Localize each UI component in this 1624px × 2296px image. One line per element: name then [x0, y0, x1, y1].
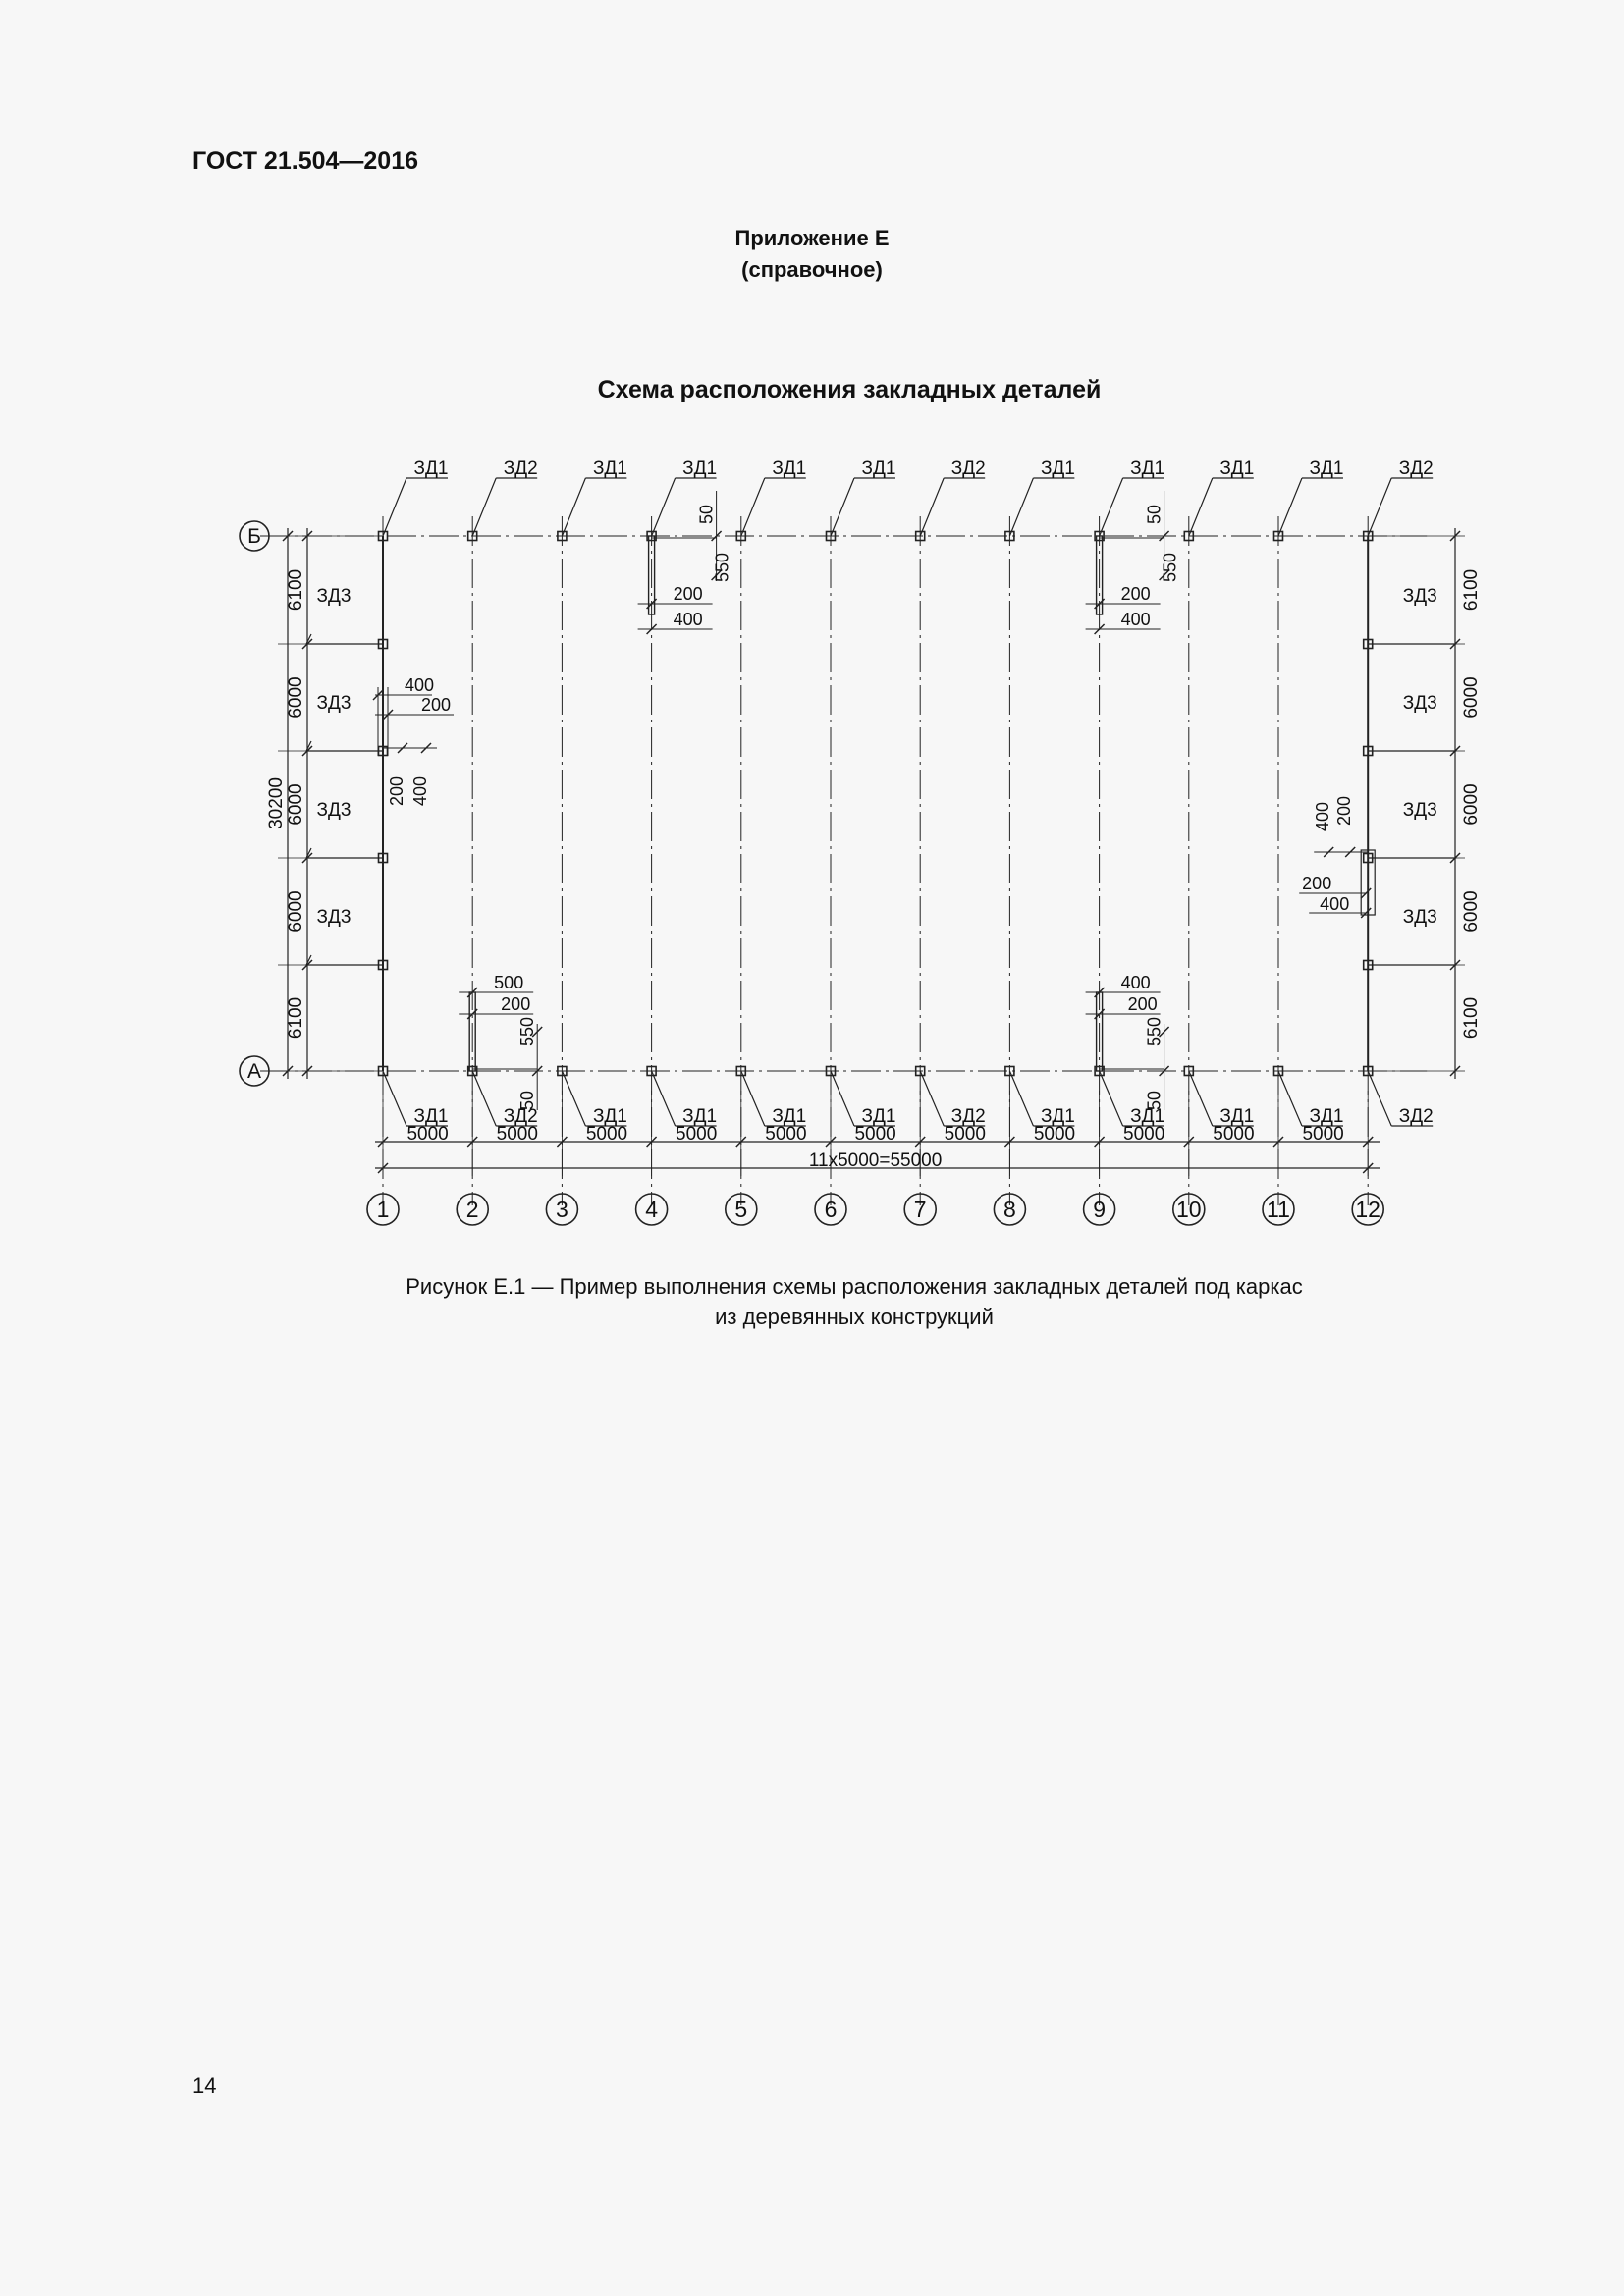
detail-dim-label: 400: [673, 610, 703, 629]
bay-dimension-label: 5000: [854, 1124, 896, 1145]
leader-line: [741, 1071, 765, 1126]
detail-dim-label: 550: [712, 552, 732, 583]
figure-caption-line-1: Рисунок Е.1 — Пример выполнения схемы расположения закладных деталей под каркас: [406, 1274, 1303, 1299]
detail-dim-label: 400: [1313, 801, 1333, 832]
row-dimension-label-left: 6000: [286, 676, 306, 719]
leader-line: [831, 1071, 854, 1126]
leader-line: [1189, 1071, 1213, 1126]
column-axis-label: 1: [376, 1197, 390, 1222]
detail-dim-label: 400: [1120, 973, 1151, 992]
leader-line: [1278, 478, 1302, 536]
row-dimension-label-left: 6000: [286, 783, 306, 826]
detail-dim-label: 550: [1160, 552, 1180, 583]
page-number: 14: [192, 2073, 217, 2098]
bay-dimension-label: 5000: [496, 1124, 538, 1145]
appendix-subtitle: (справочное): [741, 257, 883, 282]
column-axis-label: 8: [1003, 1197, 1016, 1222]
row-dimension-label-right: 6000: [1461, 890, 1482, 933]
figure-caption-line-2: из деревянных конструкций: [715, 1305, 994, 1329]
leader-line: [1189, 478, 1213, 536]
column-axis-label: 3: [556, 1197, 568, 1222]
leader-line: [562, 478, 585, 536]
leader-line: [1368, 1071, 1391, 1126]
side-embedded-part-label: ЗД3: [316, 800, 352, 821]
embedded-part-label-bottom: ЗД1: [772, 1106, 807, 1127]
column-axis-label: 11: [1267, 1197, 1290, 1222]
bay-dimension-label: 5000: [1033, 1124, 1076, 1145]
detail-dim-label: 500: [494, 973, 524, 992]
leader-line: [1100, 1071, 1123, 1126]
embedded-part-label-bottom: ЗД2: [950, 1106, 986, 1127]
side-embedded-part-label: ЗД3: [1402, 907, 1437, 928]
detail-dim-label: 400: [1120, 610, 1151, 629]
document-code: ГОСТ 21.504—2016: [192, 147, 419, 175]
embedded-part-label-top: ЗД2: [1398, 458, 1434, 479]
row-dimension-label-right: 6000: [1461, 783, 1482, 826]
embedded-part-label-top: ЗД1: [413, 458, 449, 479]
side-embedded-part-label: ЗД3: [1402, 800, 1437, 821]
detail-dim-label: 200: [387, 775, 406, 807]
detail-dim-label: 50: [1144, 1090, 1164, 1111]
column-axis-label: 7: [913, 1197, 927, 1222]
detail-dim-label: 200: [1127, 994, 1158, 1014]
leader-line: [383, 478, 406, 536]
detail-dim-label: 200: [1302, 874, 1332, 893]
detail-dim-label: 200: [673, 584, 703, 604]
leader-line: [652, 478, 676, 536]
leader-line: [920, 1071, 944, 1126]
leader-line: [1368, 478, 1391, 536]
embedded-part-label-bottom: ЗД1: [1130, 1106, 1165, 1127]
bay-dimension-label: 5000: [676, 1124, 718, 1145]
leader-line: [920, 478, 944, 536]
row-dimension-label-left: 6000: [286, 890, 306, 933]
row-axis-label: Б: [247, 525, 261, 548]
leader-line: [562, 1071, 585, 1126]
bay-dimension-label: 5000: [1123, 1124, 1165, 1145]
side-embedded-part-label: ЗД3: [316, 586, 352, 607]
leader-line: [652, 1071, 676, 1126]
row-dimension-label-right: 6100: [1461, 568, 1482, 612]
bay-dimension-label: 5000: [1302, 1124, 1344, 1145]
column-axis-label: 4: [645, 1197, 658, 1222]
detail-dim-label: 200: [1334, 795, 1355, 827]
embedded-part-label-bottom: ЗД1: [1040, 1106, 1075, 1127]
embedded-part-label-bottom: ЗД1: [592, 1106, 627, 1127]
embedded-part-label-top: ЗД1: [592, 458, 627, 479]
bay-dimension-label: 5000: [585, 1124, 628, 1145]
detail-dim-label: 200: [420, 695, 452, 715]
embedded-part-label-bottom: ЗД1: [1219, 1106, 1255, 1127]
leader-line: [472, 1071, 496, 1126]
embedded-part-label-bottom: ЗД1: [413, 1106, 449, 1127]
embedded-part-label-top: ЗД1: [1219, 458, 1255, 479]
row-dimension-label-left: 6100: [286, 568, 306, 612]
column-axis-label: 9: [1093, 1197, 1106, 1222]
leader-line: [831, 478, 854, 536]
row-dimension-label-left: 6100: [286, 996, 306, 1040]
appendix-title: Приложение Е: [734, 226, 890, 250]
embedded-part-label-bottom: ЗД2: [503, 1106, 538, 1127]
bay-dimension-label: 5000: [944, 1124, 986, 1145]
column-axis-label: 6: [824, 1197, 838, 1222]
leader-line: [1278, 1071, 1302, 1126]
detail-dim-label: 50: [517, 1090, 538, 1111]
total-height-label: 30200: [266, 777, 287, 829]
column-axis-label: 2: [465, 1197, 479, 1222]
embedded-part-label-top: ЗД1: [1040, 458, 1075, 479]
leader-line: [383, 1071, 406, 1126]
leader-line: [1009, 478, 1033, 536]
bay-dimension-label: 5000: [765, 1124, 807, 1145]
detail-dim-label: 200: [501, 994, 531, 1014]
leader-line: [472, 478, 496, 536]
embedded-part-label-top: ЗД1: [772, 458, 807, 479]
column-axis-label: 5: [734, 1197, 748, 1222]
embedded-part-label-top: ЗД1: [1309, 458, 1344, 479]
column-axis-label: 10: [1176, 1197, 1202, 1222]
embedded-part-label-bottom: ЗД1: [682, 1106, 718, 1127]
detail-dim-label: 400: [404, 675, 435, 695]
detail-dim-label: 200: [1120, 584, 1151, 604]
embedded-part-label-bottom: ЗД1: [861, 1106, 896, 1127]
detail-dim-label: 400: [1320, 894, 1350, 914]
leader-line: [1009, 1071, 1033, 1126]
side-embedded-part-label: ЗД3: [1402, 586, 1437, 607]
row-axis-label: А: [246, 1060, 262, 1083]
detail-dim-label: 50: [1144, 504, 1164, 525]
embedded-part-label-bottom: ЗД1: [1309, 1106, 1344, 1127]
embedded-part-label-top: ЗД1: [1130, 458, 1165, 479]
leader-line: [1100, 478, 1123, 536]
scheme-title: Схема расположения закладных деталей: [597, 376, 1102, 403]
embedded-part-label-top: ЗД2: [503, 458, 538, 479]
embedded-part-label-top: ЗД1: [861, 458, 896, 479]
column-axis-label: 12: [1355, 1197, 1380, 1222]
bay-dimension-label: 5000: [1213, 1124, 1255, 1145]
total-length-label: 11x5000=55000: [808, 1150, 943, 1171]
side-embedded-part-label: ЗД3: [316, 907, 352, 928]
row-dimension-label-right: 6000: [1461, 676, 1482, 719]
bay-dimension-label: 5000: [406, 1124, 449, 1145]
detail-dim-label: 550: [517, 1016, 538, 1047]
detail-dim-label: 400: [410, 775, 430, 807]
detail-dim-label: 550: [1144, 1016, 1164, 1047]
embedded-part-label-bottom: ЗД2: [1398, 1106, 1434, 1127]
side-embedded-part-label: ЗД3: [1402, 693, 1437, 714]
embedded-part-label-top: ЗД1: [682, 458, 718, 479]
detail-dim-label: 50: [696, 504, 717, 525]
leader-line: [741, 478, 765, 536]
row-dimension-label-right: 6100: [1461, 996, 1482, 1040]
embedded-part-label-top: ЗД2: [950, 458, 986, 479]
side-embedded-part-label: ЗД3: [316, 693, 352, 714]
